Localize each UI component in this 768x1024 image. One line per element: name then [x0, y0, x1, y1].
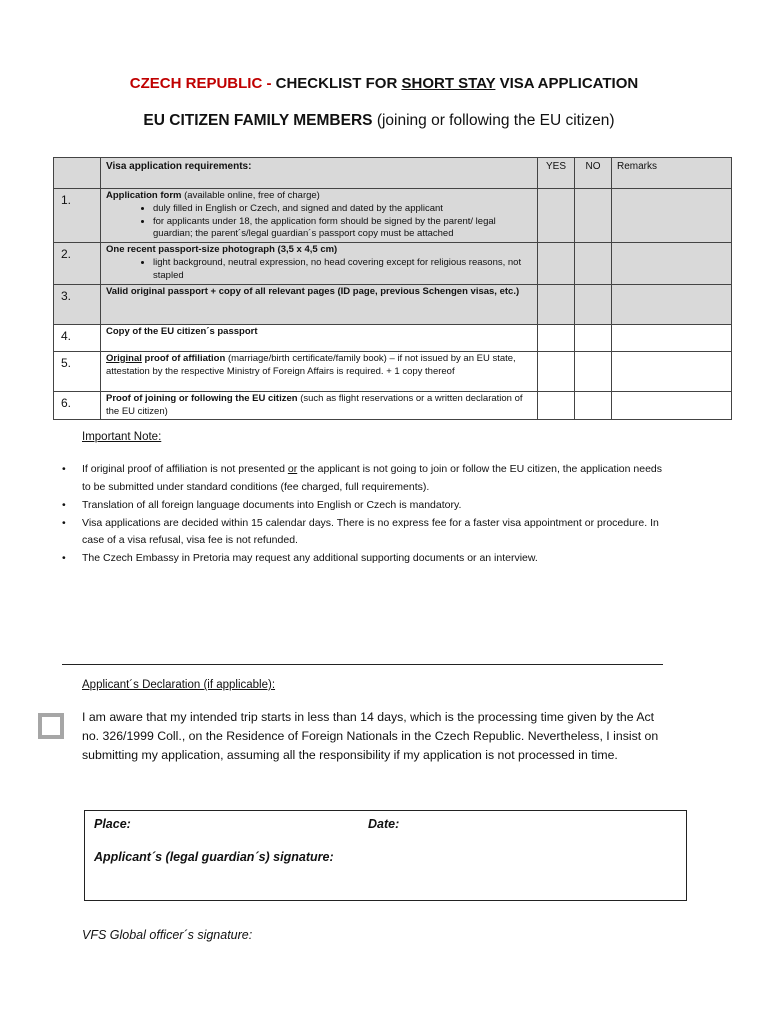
title-checklist-post: VISA APPLICATION — [499, 75, 639, 92]
no-cell[interactable] — [575, 351, 612, 391]
yes-cell[interactable] — [538, 284, 575, 324]
subtitle-bold: EU CITIZEN FAMILY MEMBERS — [143, 112, 373, 129]
row-number: 4. — [54, 324, 101, 351]
signature-box — [84, 810, 687, 901]
declaration-text: I am aware that my intended trip starts in less than 14 days, which is the processing time given by the Act no. 326/1999 Coll., on the Residence of Foreign Nationals in the Czech Republic. Nevertheless, I insist on submitting my application, assuming all the responsibility if my application is not processed in time. — [82, 710, 659, 763]
row-number: 3. — [54, 284, 101, 324]
no-cell[interactable] — [575, 284, 612, 324]
row-requirement: Application form (available online, free of charge) • duly filled in English or Czech, and signed and dated by the applicant • for applicants under 18, the application form should be signed by the parent/ legal guardian; the parent´s/legal guardian´s passport copy must be attached — [101, 189, 538, 243]
yes-cell[interactable] — [538, 243, 575, 284]
header-remarks: Remarks — [612, 158, 732, 189]
row-number: 5. — [54, 351, 101, 391]
no-cell[interactable] — [575, 391, 612, 420]
list-item: • for applicants under 18, the application form should be signed by the parent/ legal guardian; the parent´s/legal guardian´s passport copy must be attached — [153, 216, 532, 242]
header-num-cell — [54, 158, 101, 189]
title-country: CZECH REPUBLIC - — [129, 75, 272, 92]
remarks-cell[interactable] — [612, 351, 732, 391]
date-label: Date: — [368, 817, 400, 831]
subtitle-rest: (joining or following the EU citizen) — [376, 112, 615, 129]
row-requirement: One recent passport-size photograph (3,5 x 4,5 cm) • light background, neutral expression, no head covering except for religious reasons, not stapled — [101, 243, 538, 284]
title-checklist-pre: CHECKLIST FOR — [275, 75, 398, 92]
header-requirements: Visa application requirements: — [101, 158, 538, 189]
important-notes-list — [62, 461, 672, 568]
table-row — [54, 284, 732, 324]
list-item: • Translation of all foreign language documents into English or Czech is mandatory. — [62, 497, 672, 515]
no-cell[interactable] — [575, 189, 612, 243]
list-item: • light background, neutral expression, no head covering except for religious reasons, not stapled — [153, 257, 532, 283]
remarks-cell[interactable] — [612, 243, 732, 284]
vfs-officer-signature-label: VFS Global officer´s signature: — [82, 928, 253, 942]
applicant-signature-label: Applicant´s (legal guardian´s) signature: — [94, 850, 334, 864]
remarks-cell[interactable] — [612, 284, 732, 324]
place-label: Place: — [94, 817, 131, 831]
row-number: 6. — [54, 391, 101, 420]
important-note-heading: Important Note: — [82, 431, 162, 443]
list-item: • duly filled in English or Czech, and signed and dated by the applicant — [153, 203, 532, 216]
row-requirement: Valid original passport + copy of all relevant pages (ID page, previous Schengen visas, etc.) — [101, 284, 538, 324]
table-row — [54, 243, 732, 284]
remarks-cell[interactable] — [612, 391, 732, 420]
remarks-cell[interactable] — [612, 324, 732, 351]
declaration-heading: Applicant´s Declaration (if applicable): — [82, 679, 276, 691]
table-header-row — [54, 158, 732, 189]
list-item: • Visa applications are decided within 15 calendar days. There is no express fee for a faster visa appointment or procedure. In case of a visa refusal, visa fee is not refunded. — [62, 515, 672, 551]
table-row — [54, 189, 732, 243]
list-item: • If original proof of affiliation is not presented or the applicant is not going to join or follow the EU citizen, the application needs to be submitted under standard conditions (fee charged, full requirements). — [62, 461, 672, 497]
table-row — [54, 391, 732, 420]
yes-cell[interactable] — [538, 189, 575, 243]
yes-cell[interactable] — [538, 324, 575, 351]
row-requirement: Copy of the EU citizen´s passport — [101, 324, 538, 351]
row-number: 2. — [54, 243, 101, 284]
title-short-stay: SHORT STAY — [401, 75, 496, 92]
remarks-cell[interactable] — [612, 189, 732, 243]
no-cell[interactable] — [575, 243, 612, 284]
requirements-table — [53, 157, 732, 420]
header-no: NO — [575, 158, 612, 189]
yes-cell[interactable] — [538, 391, 575, 420]
declaration-checkbox[interactable] — [38, 713, 64, 739]
table-row — [54, 324, 732, 351]
table-row — [54, 351, 732, 391]
header-yes: YES — [538, 158, 575, 189]
row-requirement: Proof of joining or following the EU citizen (such as flight reservations or a written declaration of the EU citizen) — [101, 391, 538, 420]
row-number: 1. — [54, 189, 101, 243]
divider — [62, 664, 663, 665]
row-requirement: Original proof of affiliation (marriage/birth certificate/family book) – if not issued by an EU state, attestation by the respective Ministry of Foreign Affairs is required. + 1 copy thereof — [101, 351, 538, 391]
yes-cell[interactable] — [538, 351, 575, 391]
document-subtitle — [0, 112, 758, 130]
list-item: • The Czech Embassy in Pretoria may request any additional supporting documents or an interview. — [62, 550, 672, 568]
document-title — [0, 75, 768, 92]
no-cell[interactable] — [575, 324, 612, 351]
